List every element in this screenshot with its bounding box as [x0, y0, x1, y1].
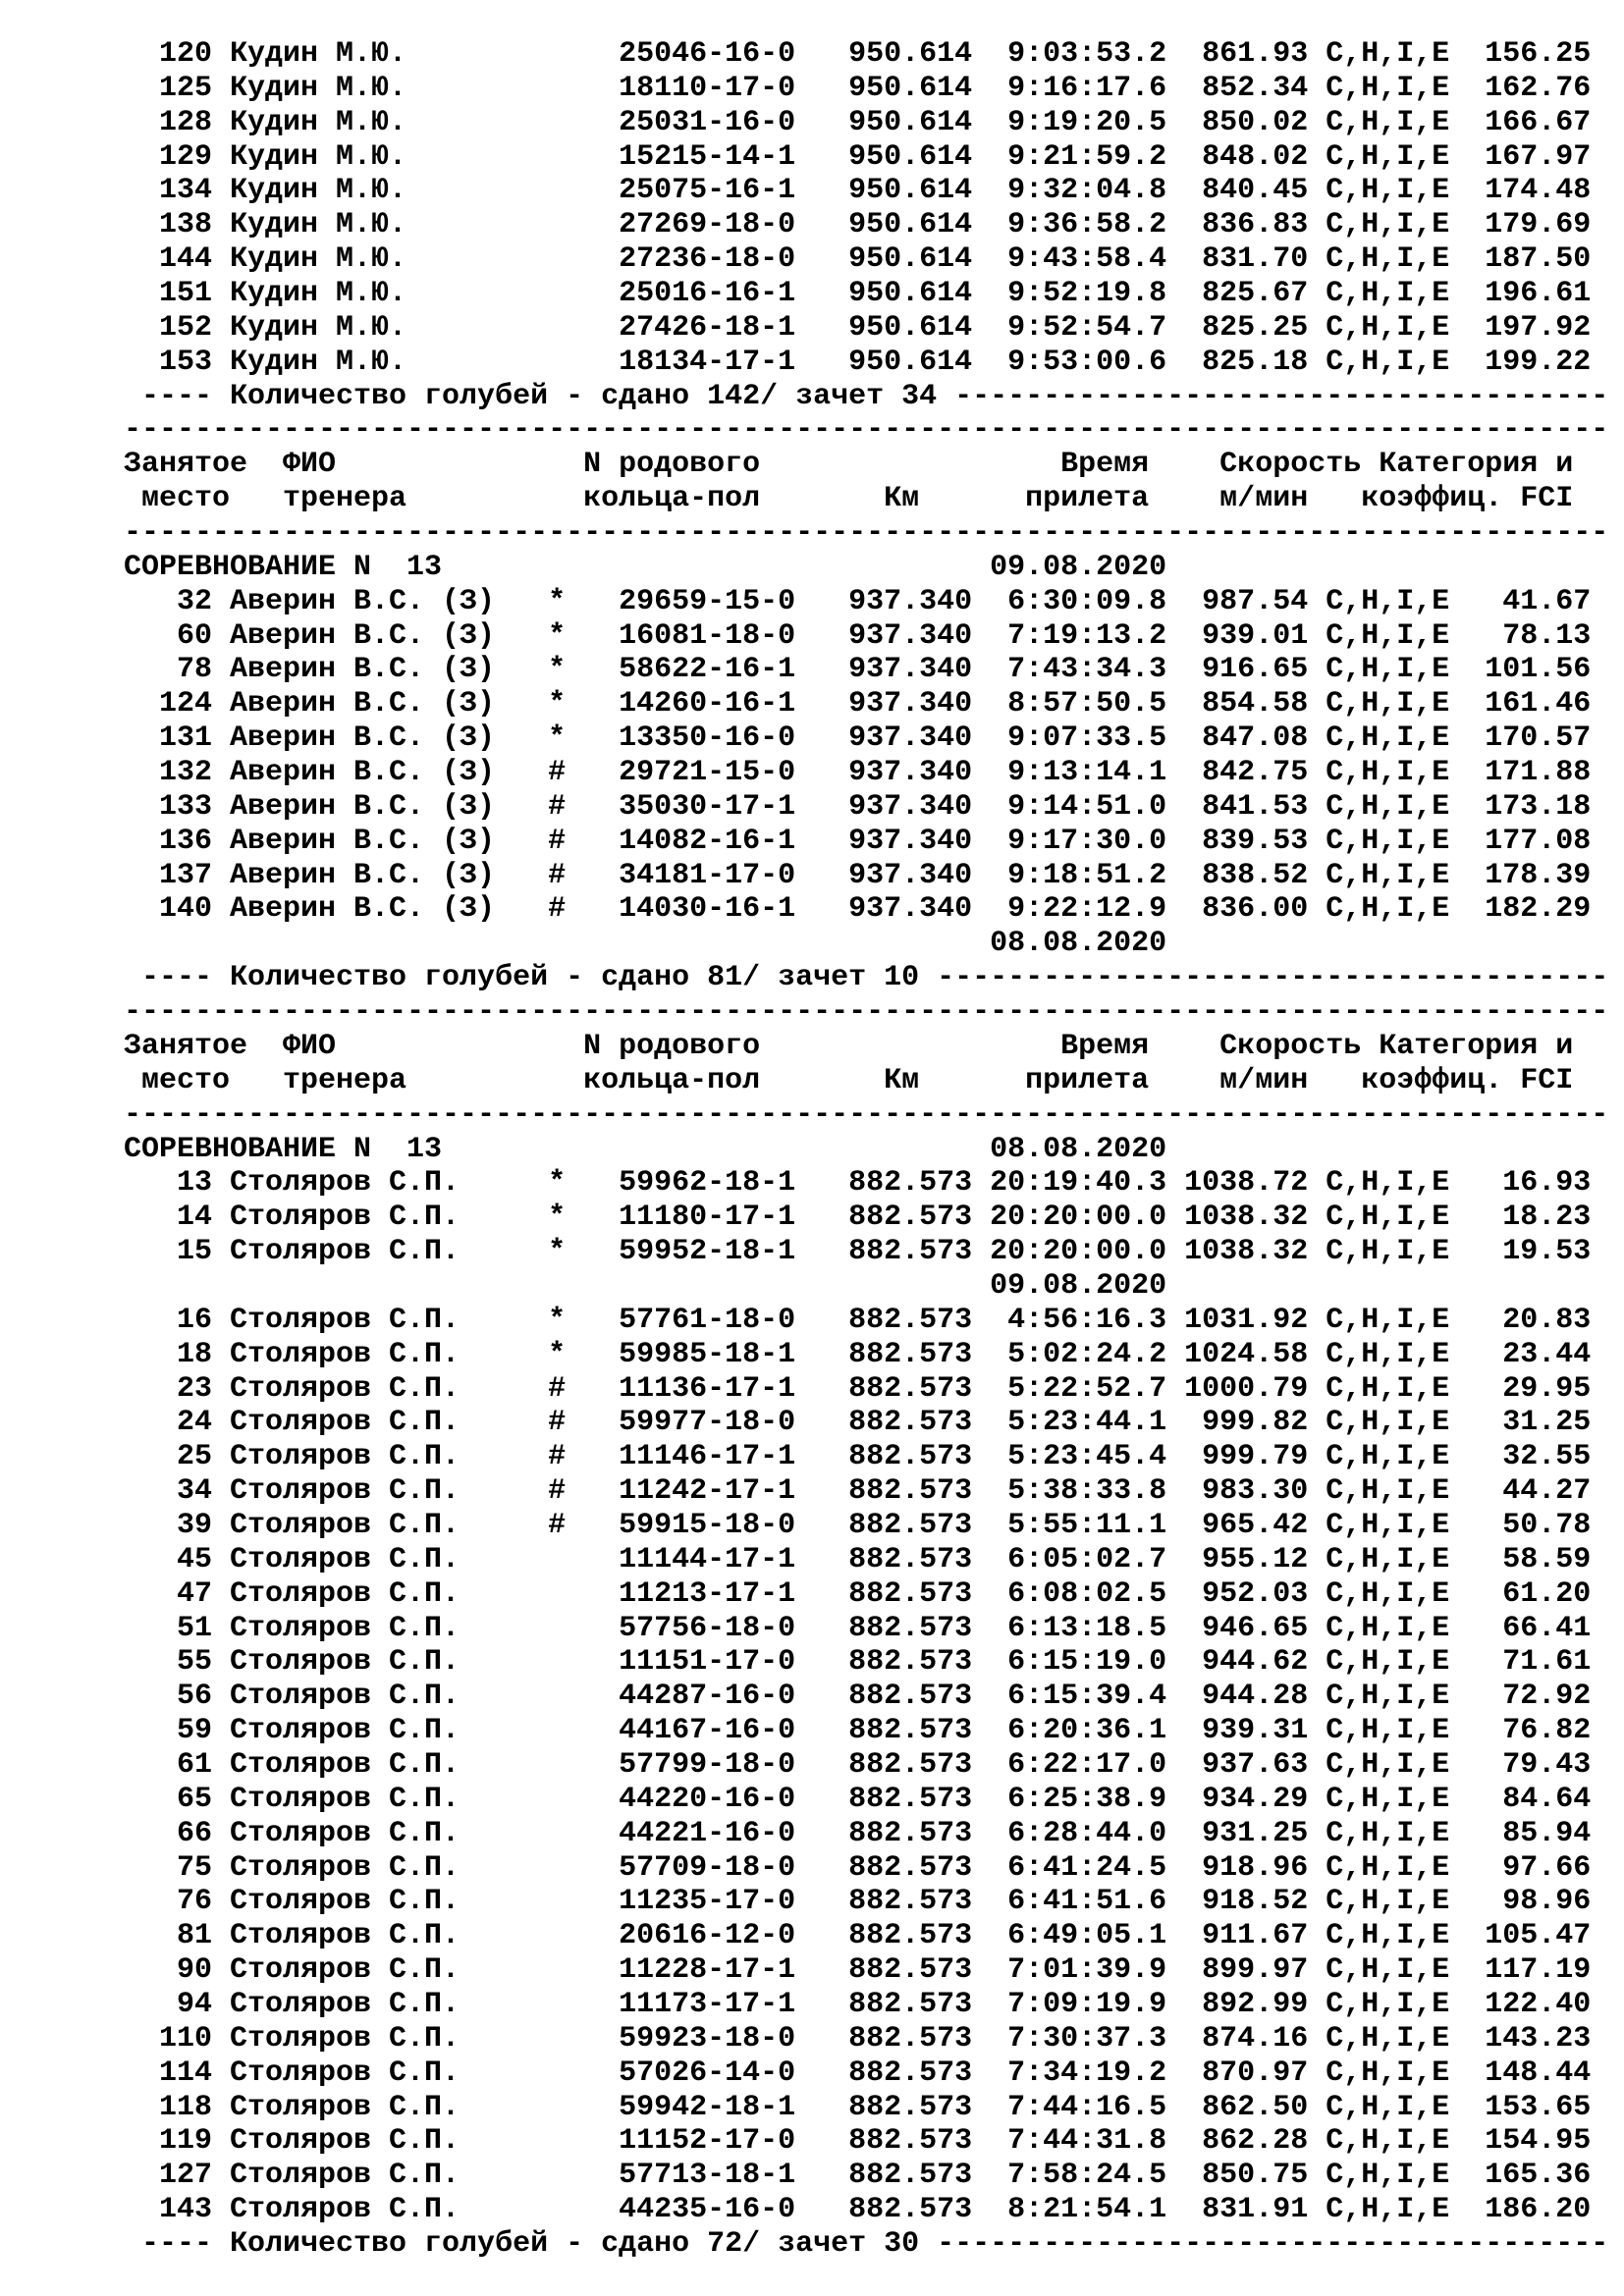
result-row: 110 Столяров С.П. 59923-18-0 882.573 7:30:37.3 874.16 C,H,I,E 143.23 — [124, 2021, 1592, 2056]
result-row: 127 Столяров С.П. 57713-18-1 882.573 7:58:24.5 850.75 C,H,I,E 165.36 — [124, 2159, 1592, 2193]
result-row: 34 Столяров С.П. # 11242-17-1 882.573 5:38:33.8 983.30 C,H,I,E 44.27 — [124, 1474, 1592, 1509]
result-row: 118 Столяров С.П. 59942-18-1 882.573 7:44:16.5 862.50 C,H,I,E 153.65 — [124, 2090, 1592, 2124]
separator-line: ------------------------------------------------------------------------------------ — [124, 413, 1609, 448]
result-row: 138 Кудин М.Ю. 27269-18-0 950.614 9:36:58.2 836.83 C,H,I,E 179.69 — [124, 208, 1592, 242]
result-row: 140 Аверин В.С. (З) # 14030-16-1 937.340 9:22:12.9 836.00 C,H,I,E 182.29 — [124, 892, 1592, 927]
result-row: 132 Аверин В.С. (З) # 29721-15-0 937.340 9:13:14.1 842.75 C,H,I,E 171.88 — [124, 756, 1592, 790]
separator-line: ------------------------------------------------------------------------------------ — [124, 516, 1609, 551]
result-row: 78 Аверин В.С. (З) * 58622-16-1 937.340 7:43:34.3 916.65 C,H,I,E 101.56 — [124, 653, 1592, 687]
date-line: 08.08.2020 — [124, 927, 1167, 961]
separator-line: ------------------------------------------------------------------------------------ — [124, 995, 1609, 1030]
result-row: 24 Столяров С.П. # 59977-18-0 882.573 5:23:44.1 999.82 C,H,I,E 31.25 — [124, 1406, 1592, 1440]
result-row: 125 Кудин М.Ю. 18110-17-0 950.614 9:16:17.6 852.34 C,H,I,E 162.76 — [124, 71, 1592, 105]
date-line: 09.08.2020 — [124, 1268, 1167, 1303]
result-row: 133 Аверин В.С. (З) # 35030-17-1 937.340 9:14:51.0 841.53 C,H,I,E 173.18 — [124, 789, 1592, 824]
result-row: 32 Аверин В.С. (З) * 29659-15-0 937.340 6:30:09.8 987.54 C,H,I,E 41.67 — [124, 584, 1592, 618]
competition-title: СОРЕВНОВАНИЕ N 13 08.08.2020 — [124, 1132, 1167, 1166]
result-row: 136 Аверин В.С. (З) # 14082-16-1 937.340 9:17:30.0 839.53 C,H,I,E 177.08 — [124, 824, 1592, 858]
result-row: 59 Столяров С.П. 44167-16-0 882.573 6:20:36.1 939.31 C,H,I,E 76.82 — [124, 1714, 1592, 1748]
result-row: 65 Столяров С.П. 44220-16-0 882.573 6:25:38.9 934.29 C,H,I,E 84.64 — [124, 1782, 1592, 1816]
result-row: 51 Столяров С.П. 57756-18-0 882.573 6:13:18.5 946.65 C,H,I,E 66.41 — [124, 1611, 1592, 1645]
result-row: 16 Столяров С.П. * 57761-18-0 882.573 4:56:16.3 1031.92 C,H,I,E 20.83 — [124, 1303, 1592, 1337]
result-row: 13 Столяров С.П. * 59962-18-1 882.573 20:19:40.3 1038.72 C,H,I,E 16.93 — [124, 1166, 1592, 1201]
result-row: 120 Кудин М.Ю. 25046-16-0 950.614 9:03:53.2 861.93 C,H,I,E 156.25 — [124, 37, 1592, 71]
column-header-line: Занятое ФИО N родового Время Скорость Категория и — [124, 1029, 1574, 1063]
result-row: 144 Кудин М.Ю. 27236-18-0 950.614 9:43:58.4 831.70 C,H,I,E 187.50 — [124, 242, 1592, 277]
result-row: 137 Аверин В.С. (З) # 34181-17-0 937.340 9:18:51.2 838.52 C,H,I,E 178.39 — [124, 858, 1592, 892]
result-row: 23 Столяров С.П. # 11136-17-1 882.573 5:22:52.7 1000.79 C,H,I,E 29.95 — [124, 1371, 1592, 1406]
result-row: 76 Столяров С.П. 11235-17-0 882.573 6:41:51.6 918.52 C,H,I,E 98.96 — [124, 1885, 1592, 1919]
summary-line: ---- Количество голубей - сдано 72/ зачет 30 -------------------------------------- — [124, 2227, 1609, 2261]
result-row: 55 Столяров С.П. 11151-17-0 882.573 6:15:19.0 944.62 C,H,I,E 71.61 — [124, 1645, 1592, 1680]
result-row: 61 Столяров С.П. 57799-18-0 882.573 6:22:17.0 937.63 C,H,I,E 79.43 — [124, 1747, 1592, 1782]
result-row: 18 Столяров С.П. * 59985-18-1 882.573 5:02:24.2 1024.58 C,H,I,E 23.44 — [124, 1337, 1592, 1371]
result-row: 39 Столяров С.П. # 59915-18-0 882.573 5:55:11.1 965.42 C,H,I,E 50.78 — [124, 1508, 1592, 1542]
result-row: 124 Аверин В.С. (З) * 14260-16-1 937.340 8:57:50.5 854.58 C,H,I,E 161.46 — [124, 687, 1592, 721]
result-row: 25 Столяров С.П. # 11146-17-1 882.573 5:23:45.4 999.79 C,H,I,E 32.55 — [124, 1440, 1592, 1474]
result-row: 153 Кудин М.Ю. 18134-17-1 950.614 9:53:00.6 825.18 C,H,I,E 199.22 — [124, 345, 1592, 379]
result-row: 60 Аверин В.С. (З) * 16081-18-0 937.340 7:19:13.2 939.01 C,H,I,E 78.13 — [124, 618, 1592, 653]
result-row: 15 Столяров С.П. * 59952-18-1 882.573 20:20:00.0 1038.32 C,H,I,E 19.53 — [124, 1235, 1592, 1269]
result-row: 56 Столяров С.П. 44287-16-0 882.573 6:15:39.4 944.28 C,H,I,E 72.92 — [124, 1680, 1592, 1714]
result-row: 81 Столяров С.П. 20616-12-0 882.573 6:49:05.1 911.67 C,H,I,E 105.47 — [124, 1919, 1592, 1953]
result-row: 151 Кудин М.Ю. 25016-16-1 950.614 9:52:19.8 825.67 C,H,I,E 196.61 — [124, 277, 1592, 311]
result-row: 45 Столяров С.П. 11144-17-1 882.573 6:05:02.7 955.12 C,H,I,E 58.59 — [124, 1542, 1592, 1576]
result-row: 75 Столяров С.П. 57709-18-0 882.573 6:41:24.5 918.96 C,H,I,E 97.66 — [124, 1850, 1592, 1885]
results-printout — [124, 37, 1609, 2262]
separator-line: ------------------------------------------------------------------------------------ — [124, 1097, 1609, 1132]
result-row: 152 Кудин М.Ю. 27426-18-1 950.614 9:52:54.7 825.25 C,H,I,E 197.92 — [124, 310, 1592, 345]
result-row: 131 Аверин В.С. (З) * 13350-16-0 937.340 9:07:33.5 847.08 C,H,I,E 170.57 — [124, 721, 1592, 756]
result-row: 94 Столяров С.П. 11173-17-1 882.573 7:09:19.9 892.99 C,H,I,E 122.40 — [124, 1987, 1592, 2021]
result-row: 114 Столяров С.П. 57026-14-0 882.573 7:34:19.2 870.97 C,H,I,E 148.44 — [124, 2056, 1592, 2090]
result-row: 129 Кудин М.Ю. 15215-14-1 950.614 9:21:59.2 848.02 C,H,I,E 167.97 — [124, 139, 1592, 174]
column-header-line: Занятое ФИО N родового Время Скорость Категория и — [124, 448, 1574, 482]
result-row: 14 Столяров С.П. * 11180-17-1 882.573 20:20:00.0 1038.32 C,H,I,E 18.23 — [124, 1201, 1592, 1235]
result-row: 66 Столяров С.П. 44221-16-0 882.573 6:28:44.0 931.25 C,H,I,E 85.94 — [124, 1816, 1592, 1850]
result-row: 119 Столяров С.П. 11152-17-0 882.573 7:44:31.8 862.28 C,H,I,E 154.95 — [124, 2124, 1592, 2159]
result-row: 90 Столяров С.П. 11228-17-1 882.573 7:01:39.9 899.97 C,H,I,E 117.19 — [124, 1953, 1592, 1988]
column-header-line: место тренера кольца-пол Км прилета м/мин коэффиц. FCI — [124, 482, 1574, 516]
result-row: 47 Столяров С.П. 11213-17-1 882.573 6:08:02.5 952.03 C,H,I,E 61.20 — [124, 1576, 1592, 1611]
result-row: 134 Кудин М.Ю. 25075-16-1 950.614 9:32:04.8 840.45 C,H,I,E 174.48 — [124, 174, 1592, 208]
result-row: 143 Столяров С.П. 44235-16-0 882.573 8:21:54.1 831.91 C,H,I,E 186.20 — [124, 2193, 1592, 2227]
competition-title: СОРЕВНОВАНИЕ N 13 09.08.2020 — [124, 550, 1167, 584]
summary-line: ---- Количество голубей - сдано 142/ зачет 34 ------------------------------------- — [124, 379, 1609, 413]
result-row: 128 Кудин М.Ю. 25031-16-0 950.614 9:19:20.5 850.02 C,H,I,E 166.67 — [124, 105, 1592, 139]
summary-line: ---- Количество голубей - сдано 81/ зачет 10 -------------------------------------- — [124, 961, 1609, 995]
column-header-line: место тренера кольца-пол Км прилета м/мин коэффиц. FCI — [124, 1063, 1574, 1097]
